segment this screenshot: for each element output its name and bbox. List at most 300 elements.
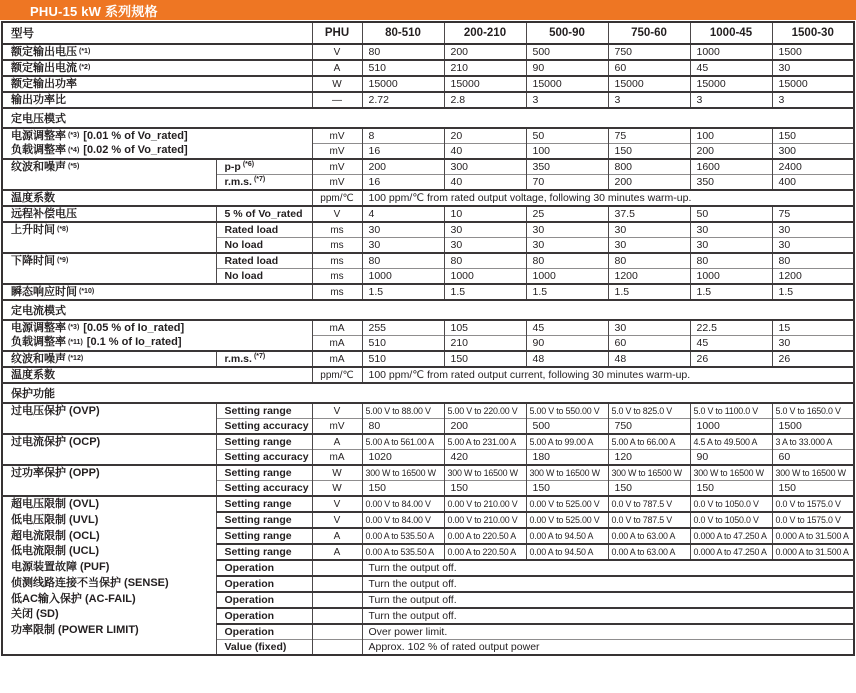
spec-subcondition-cell xyxy=(216,496,312,512)
row-label-text: 功率限制 (POWER LIMIT) xyxy=(11,623,139,636)
spec-unit-cell xyxy=(312,560,362,576)
specification-table xyxy=(1,21,855,656)
spec-value-cell: 0.000 A to 31.500 A xyxy=(772,544,854,560)
label-lines xyxy=(3,466,216,495)
table-row xyxy=(2,496,854,512)
spec-value-cell: 300 xyxy=(444,159,526,175)
spec-value-cell: 300 W to 16500 W xyxy=(608,465,690,481)
spec-unit-cell: mA xyxy=(312,450,362,466)
label-line: 下降时间 (*9) xyxy=(11,254,69,267)
label-lines xyxy=(3,129,312,158)
label-line xyxy=(3,638,216,654)
table-row xyxy=(2,434,854,450)
spec-value-cell: 30 xyxy=(772,222,854,238)
spec-value-cell: 80 xyxy=(772,253,854,269)
spec-value-cell: 2400 xyxy=(772,159,854,175)
spec-value-cell: 16 xyxy=(362,144,444,160)
row-label-text: 超电流限制 (OCL) xyxy=(11,529,100,542)
spec-value-cell: 30 xyxy=(526,222,608,238)
spec-value-cell: 50 xyxy=(526,128,608,144)
spec-value-cell: 200 xyxy=(444,419,526,435)
row-label-text: 纹波和噪声 xyxy=(11,160,66,173)
spec-label-cell xyxy=(2,367,312,383)
row-label-text: Setting range xyxy=(224,514,292,526)
spec-value-cell: 100 xyxy=(690,128,772,144)
spec-value-cell: 50 xyxy=(690,206,772,222)
spec-subcondition-cell xyxy=(216,175,312,191)
row-label-text: 电源调整率 xyxy=(11,129,66,142)
spec-value-cell: 26 xyxy=(772,351,854,367)
label-line: 额定输出电压 (*1) xyxy=(11,45,91,58)
spec-subcondition-cell xyxy=(216,238,312,254)
spec-value-cell: 100 xyxy=(526,144,608,160)
label-lines xyxy=(3,368,312,382)
spec-value-cell: 1000 xyxy=(690,269,772,285)
row-label-text: 温度系数 xyxy=(11,368,55,381)
spec-value-cell: 60 xyxy=(608,60,690,76)
spec-unit-cell: mV xyxy=(312,159,362,175)
spec-value-cell: 510 xyxy=(362,336,444,352)
spec-value-cell: 2.8 xyxy=(444,92,526,108)
row-label-text: Setting range xyxy=(224,546,292,558)
spec-unit-cell: mA xyxy=(312,336,362,352)
section-row xyxy=(2,383,854,403)
spec-value-cell: 1.5 xyxy=(444,284,526,300)
spec-value-cell: 0.000 A to 47.250 A xyxy=(690,544,772,560)
label-line xyxy=(3,466,216,481)
spec-value-cell: 15000 xyxy=(772,76,854,92)
spec-label-cell xyxy=(2,351,216,367)
spec-value-cell: 150 xyxy=(444,351,526,367)
table-row xyxy=(2,76,854,92)
table-body xyxy=(2,44,854,655)
spec-value-cell: 26 xyxy=(690,351,772,367)
spec-value-cell: 80 xyxy=(444,253,526,269)
spec-value-cell: 0.00 A to 94.50 A xyxy=(526,544,608,560)
spec-value-cell: 30 xyxy=(362,222,444,238)
spec-value-cell: 3 xyxy=(526,92,608,108)
spec-unit-cell xyxy=(312,576,362,592)
spec-value-cell: 400 xyxy=(772,175,854,191)
spec-subcondition-cell xyxy=(216,481,312,497)
spec-label-cell xyxy=(2,434,216,465)
row-label-text: 过电压保护 (OVP) xyxy=(11,404,100,417)
label-lines xyxy=(3,285,312,299)
row-label-text: Value (fixed) xyxy=(224,641,287,653)
row-label-text: 侦测线路连接不当保护 (SENSE) xyxy=(11,576,169,589)
spec-value-cell: 1200 xyxy=(608,269,690,285)
spec-unit-cell xyxy=(312,624,362,640)
label-lines xyxy=(3,93,312,107)
spec-value-cell: 0.00 A to 94.50 A xyxy=(526,528,608,544)
row-label-text: 负载调整率 xyxy=(11,144,66,157)
label-lines xyxy=(3,435,216,464)
spec-value-cell: 90 xyxy=(526,336,608,352)
row-label-text: 低电压限制 (UVL) xyxy=(11,514,99,527)
row-label-text: No load xyxy=(224,239,263,251)
label-line xyxy=(3,207,216,221)
spec-value-cell: 510 xyxy=(362,351,444,367)
row-label-text: p-p xyxy=(224,161,241,173)
row-label-text: 额定输出功率 xyxy=(11,77,77,90)
col-header-model: 750-60 xyxy=(608,22,690,44)
spec-value-cell: 70 xyxy=(526,175,608,191)
row-label-text: 过功率保护 (OPP) xyxy=(11,466,100,479)
spec-unit-cell: V xyxy=(312,512,362,528)
label-lines xyxy=(3,321,312,350)
spec-value-cell: 8 xyxy=(362,128,444,144)
label-line: 电源调整率 (*3) [0.01 % of Vo_rated] xyxy=(11,129,188,142)
row-label-text: Rated load xyxy=(224,255,279,267)
spec-value-cell: 120 xyxy=(608,450,690,466)
spec-subcondition-cell xyxy=(216,640,312,656)
table-row xyxy=(2,320,854,336)
spec-value-cell: 3 xyxy=(608,92,690,108)
label-line: 负载调整率 (*4) [0.02 % of Vo_rated] xyxy=(11,144,188,157)
spec-value-cell: 800 xyxy=(608,159,690,175)
label-line xyxy=(3,368,312,382)
col-header-unit: PHU xyxy=(312,22,362,44)
spec-value-cell: 200 xyxy=(608,175,690,191)
table-header xyxy=(2,22,854,44)
section-title: 定电压模式 xyxy=(2,108,854,128)
col-header-model: 80-510 xyxy=(362,22,444,44)
table-row xyxy=(2,206,854,222)
spec-value-cell: 2.72 xyxy=(362,92,444,108)
row-label-text: 过电流保护 (OCP) xyxy=(11,435,101,448)
row-label-text: Operation xyxy=(224,578,275,590)
spec-value-cell: 25 xyxy=(526,206,608,222)
spec-value-cell: 30 xyxy=(690,222,772,238)
spec-label-cell xyxy=(2,253,216,284)
row-label-text: 关闭 (SD) xyxy=(11,608,59,621)
spec-value-cell: 15000 xyxy=(690,76,772,92)
label-line: 纹波和噪声 (*12) xyxy=(11,352,84,365)
row-label-text: 电源调整率 xyxy=(11,321,66,334)
spec-value-cell: 80 xyxy=(690,253,772,269)
spec-value-cell: 1.5 xyxy=(526,284,608,300)
spec-value-cell: 1000 xyxy=(362,269,444,285)
spec-value-cell: 200 xyxy=(444,44,526,60)
spec-value-cell: 300 W to 16500 W xyxy=(772,465,854,481)
spec-unit-cell: V xyxy=(312,44,362,60)
spec-value-cell: 5.0 V to 1100.0 V xyxy=(690,403,772,419)
spec-value-cell: 75 xyxy=(772,206,854,222)
row-label-text: Setting range xyxy=(224,530,292,542)
label-line xyxy=(3,77,312,91)
spec-value-cell: 0.000 A to 31.500 A xyxy=(772,528,854,544)
spec-unit-cell xyxy=(312,592,362,608)
label-line: 纹波和噪声 (*5) xyxy=(11,160,80,173)
spec-unit-cell: — xyxy=(312,92,362,108)
spec-value-cell: 30 xyxy=(772,238,854,254)
label-line xyxy=(3,481,216,496)
spec-label-cell xyxy=(2,190,312,206)
spec-value-cell: 80 xyxy=(362,44,444,60)
spec-value-cell: 5.00 V to 88.00 V xyxy=(362,403,444,419)
spec-value-cell: 180 xyxy=(526,450,608,466)
spec-value-cell: 150 xyxy=(526,481,608,497)
spec-value-cell: 0.00 V to 84.00 V xyxy=(362,496,444,512)
row-label-text: No load xyxy=(224,270,263,282)
spec-value-cell: 5.00 A to 66.00 A xyxy=(608,434,690,450)
section-title: 保护功能 xyxy=(2,383,854,403)
spec-value-cell: 1.5 xyxy=(690,284,772,300)
label-line xyxy=(3,93,312,107)
spec-value-cell: 15000 xyxy=(444,76,526,92)
row-label-text: Setting range xyxy=(224,467,292,479)
spec-label-cell xyxy=(2,44,312,60)
label-line xyxy=(3,238,216,253)
label-line xyxy=(3,450,216,465)
label-lines xyxy=(3,254,216,283)
spec-value-cell: 255 xyxy=(362,320,444,336)
table-row xyxy=(2,92,854,108)
col-header-model: 1000-45 xyxy=(690,22,772,44)
row-label-suffix: [0.05 % of Io_rated] xyxy=(83,321,185,334)
spec-unit-cell: V xyxy=(312,206,362,222)
row-label-text: 低AC输入保护 (AC-FAIL) xyxy=(11,592,136,605)
label-line xyxy=(3,191,312,205)
spec-value-cell: 5.00 V to 220.00 V xyxy=(444,403,526,419)
spec-value-cell: 16 xyxy=(362,175,444,191)
spec-label-cell xyxy=(2,284,312,300)
section-row xyxy=(2,300,854,320)
label-line xyxy=(3,175,216,190)
spec-value-cell: 0.00 V to 84.00 V xyxy=(362,512,444,528)
row-label-text: Operation xyxy=(224,626,275,638)
section-row xyxy=(2,108,854,128)
table-row xyxy=(2,44,854,60)
spec-value-cell: 20 xyxy=(444,128,526,144)
label-line: 电源调整率 (*3) [0.05 % of Io_rated] xyxy=(11,321,185,334)
label-line xyxy=(3,576,216,592)
spec-value-cell: 48 xyxy=(608,351,690,367)
col-header-model: 1500-30 xyxy=(772,22,854,44)
label-lines xyxy=(3,45,312,59)
spec-unit-cell xyxy=(312,640,362,656)
spec-unit-cell: A xyxy=(312,60,362,76)
row-label-text: 温度系数 xyxy=(11,191,55,204)
row-label-text: Setting range xyxy=(224,405,292,417)
spec-unit-cell: ms xyxy=(312,222,362,238)
table-row xyxy=(2,403,854,419)
spec-value-cell: 3 A to 33.000 A xyxy=(772,434,854,450)
label-line xyxy=(3,623,216,639)
label-lines xyxy=(3,207,216,221)
spec-value-cell: 4.5 A to 49.500 A xyxy=(690,434,772,450)
table-row xyxy=(2,128,854,144)
spec-value-cell: 1500 xyxy=(772,419,854,435)
row-label-text: Setting accuracy xyxy=(224,420,309,432)
spec-label-cell xyxy=(2,403,216,434)
spec-value-cell: 150 xyxy=(772,128,854,144)
spec-value-cell: 15000 xyxy=(608,76,690,92)
spec-value-cell: 30 xyxy=(772,336,854,352)
spec-unit-cell: ms xyxy=(312,269,362,285)
spec-unit-cell: V xyxy=(312,403,362,419)
spec-value-cell: 1000 xyxy=(690,419,772,435)
spec-unit-cell: mV xyxy=(312,144,362,160)
spec-value-cell: 15000 xyxy=(526,76,608,92)
spec-span-value-cell: 100 ppm/℃ from rated output voltage, following 30 minutes warm-up. xyxy=(362,190,854,206)
row-label-text: 额定输出电压 xyxy=(11,45,77,58)
label-line: 上升时间 (*8) xyxy=(11,223,69,236)
spec-unit-cell: A xyxy=(312,434,362,450)
spec-value-cell: 210 xyxy=(444,336,526,352)
spec-value-cell: 0.0 V to 787.5 V xyxy=(608,512,690,528)
table-row xyxy=(2,284,854,300)
spec-label-cell xyxy=(2,60,312,76)
spec-value-cell: 300 xyxy=(772,144,854,160)
spec-unit-cell: ms xyxy=(312,238,362,254)
spec-subcondition-cell xyxy=(216,222,312,238)
label-line xyxy=(3,419,216,434)
spec-value-cell: 0.00 V to 525.00 V xyxy=(526,496,608,512)
spec-subcondition-cell xyxy=(216,253,312,269)
spec-subcondition-cell xyxy=(216,465,312,481)
spec-unit-cell: W xyxy=(312,465,362,481)
spec-subcondition-cell xyxy=(216,403,312,419)
spec-subcondition-cell xyxy=(216,450,312,466)
spec-value-cell: 0.00 V to 210.00 V xyxy=(444,512,526,528)
spec-value-cell: 37.5 xyxy=(608,206,690,222)
spec-subcondition-cell xyxy=(216,351,312,367)
row-label-text: 低电流限制 (UCL) xyxy=(11,545,99,558)
spec-span-value-cell: 100 ppm/℃ from rated output current, following 30 minutes warm-up. xyxy=(362,367,854,383)
spec-value-cell: 45 xyxy=(690,60,772,76)
row-label-text: 负载调整率 xyxy=(11,336,66,349)
spec-value-cell: 90 xyxy=(526,60,608,76)
spec-unit-cell: mV xyxy=(312,128,362,144)
spec-value-cell: 0.00 A to 535.50 A xyxy=(362,544,444,560)
spec-value-cell: 80 xyxy=(526,253,608,269)
spec-value-cell: 15000 xyxy=(362,76,444,92)
label-line: 瞬态响应时间 (*10) xyxy=(11,285,95,298)
spec-value-cell: 0.0 V to 787.5 V xyxy=(608,496,690,512)
spec-value-cell: 80 xyxy=(608,253,690,269)
spec-value-cell: 0.00 A to 63.00 A xyxy=(608,528,690,544)
spec-value-cell: 3 xyxy=(772,92,854,108)
spec-value-cell: 5.00 A to 231.00 A xyxy=(444,434,526,450)
spec-label-cell xyxy=(2,465,216,496)
col-header-model: 500-90 xyxy=(526,22,608,44)
row-label-text: Operation xyxy=(224,610,275,622)
spec-value-cell: 30 xyxy=(608,320,690,336)
table-row xyxy=(2,465,854,481)
spec-value-cell: 5.00 V to 550.00 V xyxy=(526,403,608,419)
row-label-text: 下降时间 xyxy=(11,254,55,267)
row-label-text: 超电压限制 (OVL) xyxy=(11,498,99,511)
row-label-suffix: [0.01 % of Vo_rated] xyxy=(83,129,188,142)
spec-span-value-cell: Turn the output off. xyxy=(362,608,854,624)
label-lines xyxy=(3,497,216,654)
spec-subcondition-cell xyxy=(216,576,312,592)
col-header-model-label: 型号 xyxy=(2,22,312,44)
spec-unit-cell: ppm/℃ xyxy=(312,367,362,383)
spec-value-cell: 30 xyxy=(444,238,526,254)
spec-subcondition-cell xyxy=(216,544,312,560)
spec-value-cell: 48 xyxy=(526,351,608,367)
spec-value-cell: 1.5 xyxy=(362,284,444,300)
spec-value-cell: 150 xyxy=(608,481,690,497)
table-row xyxy=(2,190,854,206)
spec-unit-cell: W xyxy=(312,76,362,92)
spec-value-cell: 40 xyxy=(444,144,526,160)
spec-value-cell: 5.0 V to 1650.0 V xyxy=(772,403,854,419)
label-line: 负载调整率 (*11) [0.1 % of Io_rated] xyxy=(11,336,182,349)
spec-value-cell: 300 W to 16500 W xyxy=(526,465,608,481)
spec-value-cell: 105 xyxy=(444,320,526,336)
spec-value-cell: 4 xyxy=(362,206,444,222)
spec-subcondition-cell xyxy=(216,608,312,624)
spec-value-cell: 30 xyxy=(362,238,444,254)
spec-value-cell: 300 W to 16500 W xyxy=(362,465,444,481)
table-row xyxy=(2,159,854,175)
spec-subcondition-cell xyxy=(216,512,312,528)
spec-span-value-cell: Turn the output off. xyxy=(362,592,854,608)
spec-value-cell: 30 xyxy=(608,222,690,238)
spec-subcondition-cell xyxy=(216,560,312,576)
spec-value-cell: 1600 xyxy=(690,159,772,175)
spec-label-cell xyxy=(2,496,216,655)
col-header-model: 200-210 xyxy=(444,22,526,44)
spec-value-cell: 45 xyxy=(526,320,608,336)
spec-value-cell: 150 xyxy=(608,144,690,160)
spec-value-cell: 30 xyxy=(608,238,690,254)
spec-value-cell: 150 xyxy=(772,481,854,497)
spec-value-cell: 1000 xyxy=(690,44,772,60)
spec-value-cell: 0.00 A to 220.50 A xyxy=(444,544,526,560)
spec-value-cell: 5.00 A to 561.00 A xyxy=(362,434,444,450)
row-label-text: 输出功率比 xyxy=(11,93,66,106)
spec-value-cell: 0.0 V to 1575.0 V xyxy=(772,496,854,512)
label-line xyxy=(3,513,216,529)
row-label-suffix: [0.02 % of Vo_rated] xyxy=(83,144,188,157)
spec-value-cell: 5.00 A to 99.00 A xyxy=(526,434,608,450)
spec-value-cell: 300 W to 16500 W xyxy=(690,465,772,481)
spec-value-cell: 0.00 A to 535.50 A xyxy=(362,528,444,544)
label-line xyxy=(3,591,216,607)
row-label-text: 瞬态响应时间 xyxy=(11,285,77,298)
row-label-text: 纹波和噪声 xyxy=(11,352,66,365)
spec-value-cell: 90 xyxy=(690,450,772,466)
spec-unit-cell: ms xyxy=(312,284,362,300)
spec-value-cell: 1000 xyxy=(526,269,608,285)
spec-value-cell: 1.5 xyxy=(608,284,690,300)
spec-value-cell: 1.5 xyxy=(772,284,854,300)
label-lines xyxy=(3,223,216,252)
header-row xyxy=(2,22,854,44)
label-lines xyxy=(3,77,312,91)
spec-value-cell: 200 xyxy=(362,159,444,175)
spec-value-cell: 0.000 A to 47.250 A xyxy=(690,528,772,544)
row-label-text: r.m.s. xyxy=(224,176,252,188)
label-lines xyxy=(3,61,312,75)
spec-unit-cell: ppm/℃ xyxy=(312,190,362,206)
label-line xyxy=(3,404,216,419)
series-title-bar xyxy=(0,0,856,20)
label-line xyxy=(3,544,216,560)
spec-span-value-cell: Approx. 102 % of rated output power xyxy=(362,640,854,656)
spec-value-cell: 5.0 V to 825.0 V xyxy=(608,403,690,419)
spec-value-cell: 0.0 V to 1050.0 V xyxy=(690,512,772,528)
row-label-text: Setting range xyxy=(224,436,292,448)
spec-value-cell: 1020 xyxy=(362,450,444,466)
spec-span-value-cell: Turn the output off. xyxy=(362,560,854,576)
spec-value-cell: 1500 xyxy=(772,44,854,60)
spec-value-cell: 150 xyxy=(690,481,772,497)
